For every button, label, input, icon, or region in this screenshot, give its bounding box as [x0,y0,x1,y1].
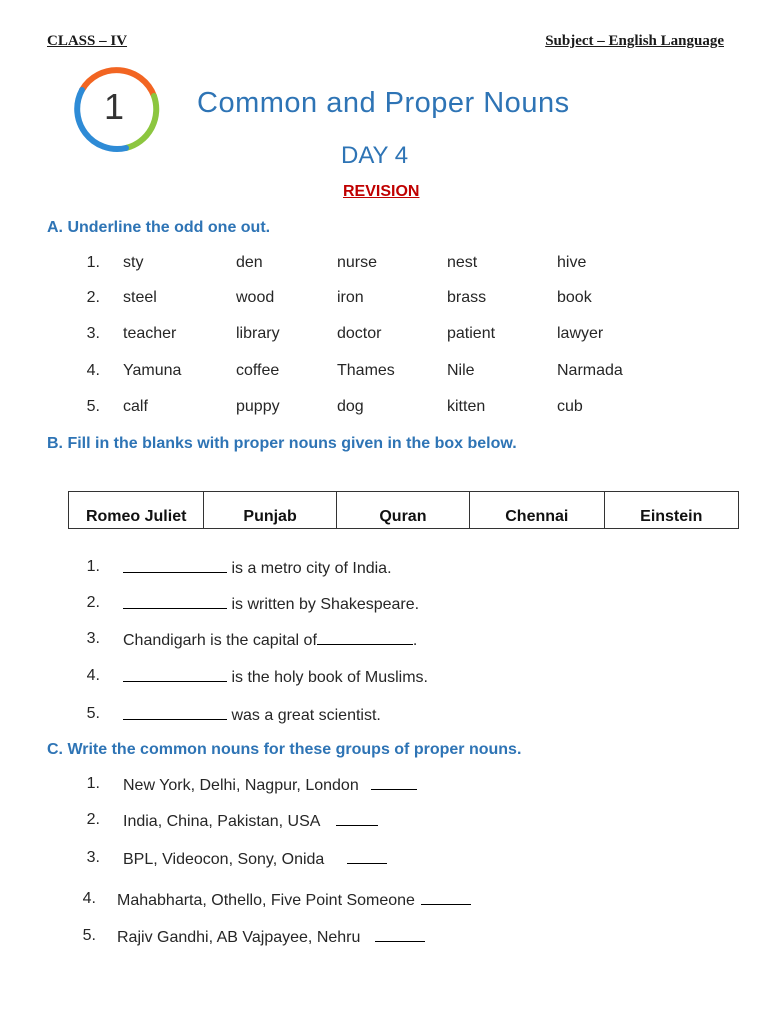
group-item [117,890,471,910]
word: nurse [337,254,378,271]
fill-item-text: is the holy book of Muslims. [231,669,428,686]
fill-item [123,558,392,578]
word: steel [123,289,157,306]
word: lawyer [557,325,604,342]
section-c-heading: C. Write the common nouns for these groups of proper nouns. [47,741,522,758]
item-number: 3. [86,325,100,342]
answer-blank[interactable] [421,890,471,905]
lesson-number: 1 [103,86,125,127]
word: brass [447,289,487,306]
fill-item [123,667,428,687]
word: Thames [337,362,395,379]
group-item [123,811,378,831]
fill-item [123,630,417,650]
group-item-text: India, China, Pakistan, USA [123,813,320,830]
item-number: 2. [86,811,100,828]
item-number: 3. [86,630,100,647]
answer-blank[interactable] [123,667,227,682]
answer-blank[interactable] [123,558,227,573]
item-number: 5. [82,927,96,944]
word: kitten [447,398,486,415]
fill-item [123,594,419,614]
word-box-cell: Romeo Juliet [69,492,204,529]
fill-item-text: was a great scientist. [231,707,381,724]
group-item-text: New York, Delhi, Nagpur, London [123,777,359,794]
word-box-cell: Chennai [470,492,604,529]
revision-label: REVISION [343,183,420,200]
group-item [117,927,425,947]
word: book [557,289,592,306]
word: dog [337,398,364,415]
answer-blank[interactable] [371,775,417,790]
answer-blank[interactable] [375,927,425,942]
answer-blank[interactable] [317,630,413,645]
fill-item-text: . [412,632,418,649]
word: Nile [447,362,475,379]
item-number: 4. [82,890,96,907]
item-number: 5. [86,398,100,415]
item-number: 3. [86,849,100,866]
word: puppy [236,398,280,415]
item-number: 5. [86,705,100,722]
subject-label: Subject – English Language [545,33,724,49]
group-item-text: Mahabharta, Othello, Five Point Someone [117,892,415,909]
word-box-cell: Einstein [604,492,738,529]
answer-blank[interactable] [336,811,378,826]
group-item-text: Rajiv Gandhi, AB Vajpayee, Nehru [117,929,361,946]
word: library [236,325,280,342]
answer-blank[interactable] [123,705,227,720]
word: coffee [236,362,280,379]
group-item [123,775,417,795]
word: Yamuna [123,362,182,379]
word: sty [123,254,144,271]
fill-item-text: Chandigarh is the capital of [123,632,317,649]
word: wood [236,289,275,306]
word: teacher [123,325,177,342]
item-number: 1. [86,775,100,792]
item-number: 2. [86,289,100,306]
class-label: CLASS – IV [47,33,128,49]
fill-item [123,705,381,725]
item-number: 4. [86,362,100,379]
word: Narmada [557,362,623,379]
word: den [236,254,263,271]
answer-blank[interactable] [123,594,227,609]
item-number: 4. [86,667,100,684]
word-box-cell: Punjab [204,492,336,529]
group-item-text: BPL, Videocon, Sony, Onida [123,851,325,868]
word: nest [447,254,478,271]
section-a-heading: A. Underline the odd one out. [47,219,271,236]
day-label: DAY 4 [341,142,409,169]
word-box [68,491,739,529]
word: cub [557,398,583,415]
section-b-heading: B. Fill in the blanks with proper nouns given in the box below. [47,435,517,452]
group-item [123,849,387,869]
item-number: 1. [86,558,100,575]
word: iron [337,289,364,306]
word-box-cell: Quran [336,492,469,529]
word: doctor [337,325,382,342]
word: calf [123,398,148,415]
fill-item-text: is a metro city of India. [231,560,392,577]
word: hive [557,254,587,271]
word: patient [447,325,496,342]
item-number: 2. [86,594,100,611]
item-number: 1. [86,254,100,271]
answer-blank[interactable] [347,849,387,864]
fill-item-text: is written by Shakespeare. [231,596,420,613]
page-title: Common and Proper Nouns [197,87,570,119]
